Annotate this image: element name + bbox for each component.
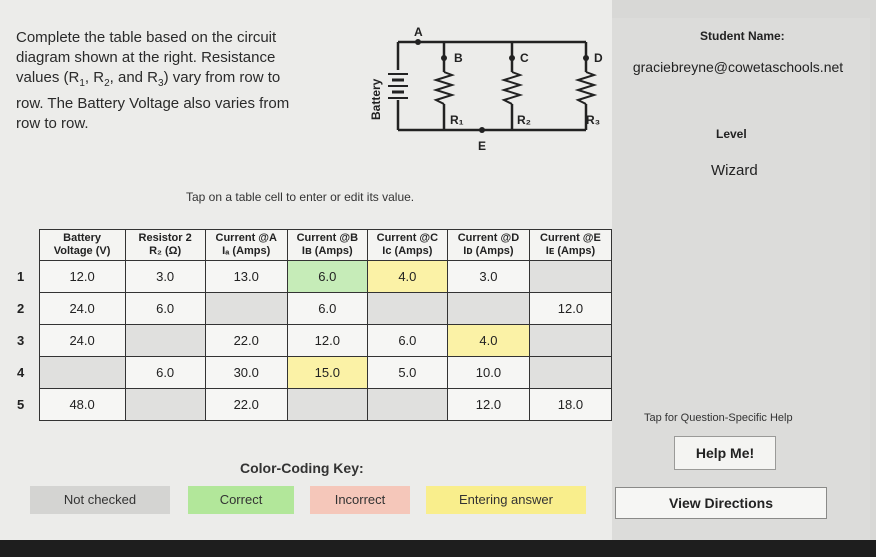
table-cell[interactable]: 22.0 xyxy=(205,389,287,421)
table-cell[interactable]: 13.0 xyxy=(205,261,287,293)
table-cell[interactable]: 6.0 xyxy=(125,293,205,325)
column-header: Current @B Iʙ (Amps) xyxy=(287,230,367,261)
table-cell[interactable]: 4.0 xyxy=(447,325,529,357)
table-cell[interactable] xyxy=(287,389,367,421)
row-number: 5 xyxy=(17,397,25,412)
color-key-item: Entering answer xyxy=(426,486,586,514)
table-cell[interactable]: 12.0 xyxy=(447,389,529,421)
table-cell[interactable]: 4.0 xyxy=(367,261,447,293)
circuit-diagram xyxy=(360,24,620,164)
node-d-label: D xyxy=(594,51,603,65)
corner-cell xyxy=(15,230,39,261)
color-key-item: Not checked xyxy=(30,486,170,514)
node-b-label: B xyxy=(454,51,463,65)
help-note: Tap for Question-Specific Help xyxy=(644,412,793,424)
table-row xyxy=(15,389,612,421)
level-label: Level xyxy=(716,127,747,141)
row-number: 1 xyxy=(17,269,25,284)
color-key-item: Correct xyxy=(188,486,294,514)
table-cell[interactable] xyxy=(125,389,205,421)
circuit-table xyxy=(15,229,612,421)
table-cell[interactable]: 12.0 xyxy=(529,293,611,325)
student-name-label: Student Name: xyxy=(700,29,785,43)
column-header: Battery Voltage (V) xyxy=(39,230,125,261)
table-cell[interactable]: 6.0 xyxy=(125,357,205,389)
table-cell[interactable]: 3.0 xyxy=(125,261,205,293)
r2-label: R₂ xyxy=(517,113,531,127)
table-cell[interactable] xyxy=(529,261,611,293)
table-row xyxy=(15,357,612,389)
column-header: Resistor 2 R₂ (Ω) xyxy=(125,230,205,261)
table-cell[interactable]: 15.0 xyxy=(287,357,367,389)
table-cell[interactable]: 6.0 xyxy=(287,261,367,293)
row-number: 3 xyxy=(17,333,25,348)
table-cell[interactable]: 12.0 xyxy=(39,261,125,293)
node-e-label: E xyxy=(478,139,487,153)
bottom-bar xyxy=(0,540,876,557)
column-header: Current @A Iₐ (Amps) xyxy=(205,230,287,261)
view-directions-button[interactable]: View Directions xyxy=(615,487,827,519)
table-cell[interactable]: 10.0 xyxy=(447,357,529,389)
node-c-label: C xyxy=(520,51,529,65)
table-cell[interactable] xyxy=(125,325,205,357)
column-header: Current @C Iᴄ (Amps) xyxy=(367,230,447,261)
table-cell[interactable]: 48.0 xyxy=(39,389,125,421)
level-value: Wizard xyxy=(711,162,758,179)
table-cell[interactable] xyxy=(367,389,447,421)
table-cell[interactable]: 24.0 xyxy=(39,325,125,357)
tap-instruction: Tap on a table cell to enter or edit its value. xyxy=(186,190,415,204)
student-email: graciebreyne@cowetaschools.net xyxy=(632,59,844,75)
table-cell[interactable] xyxy=(367,293,447,325)
table-row xyxy=(15,261,612,293)
column-header: Current @E Iᴇ (Amps) xyxy=(529,230,611,261)
table-cell[interactable] xyxy=(205,293,287,325)
table-cell[interactable]: 6.0 xyxy=(287,293,367,325)
r1-label: R₁ xyxy=(450,113,464,127)
table-cell[interactable] xyxy=(529,325,611,357)
color-key-item: Incorrect xyxy=(310,486,410,514)
table-row xyxy=(15,325,612,357)
r3-label: R₃ xyxy=(586,113,601,127)
table-cell[interactable] xyxy=(529,357,611,389)
help-me-button[interactable]: Help Me! xyxy=(674,436,776,470)
node-a-label: A xyxy=(414,25,423,39)
table-cell[interactable]: 30.0 xyxy=(205,357,287,389)
table-cell[interactable]: 6.0 xyxy=(367,325,447,357)
table-cell[interactable]: 12.0 xyxy=(287,325,367,357)
table-cell[interactable]: 3.0 xyxy=(447,261,529,293)
table-cell[interactable]: 22.0 xyxy=(205,325,287,357)
table-cell[interactable] xyxy=(447,293,529,325)
instructions: Complete the table based on the circuit diagram shown at the right. Resistance values ($R_1$, $R_2$, and $R_3$) vary from row to row. The Battery Voltage also varies from row to row. xyxy=(16,29,290,132)
column-header: Current @D Iᴅ (Amps) xyxy=(447,230,529,261)
row-number: 4 xyxy=(17,365,25,380)
table-cell[interactable]: 24.0 xyxy=(39,293,125,325)
table-cell[interactable]: 5.0 xyxy=(367,357,447,389)
battery-label: Battery xyxy=(369,78,383,120)
table-cell[interactable] xyxy=(39,357,125,389)
color-key-title: Color-Coding Key: xyxy=(240,460,364,476)
table-row xyxy=(15,293,612,325)
row-number: 2 xyxy=(17,301,25,316)
table-cell[interactable]: 18.0 xyxy=(529,389,611,421)
